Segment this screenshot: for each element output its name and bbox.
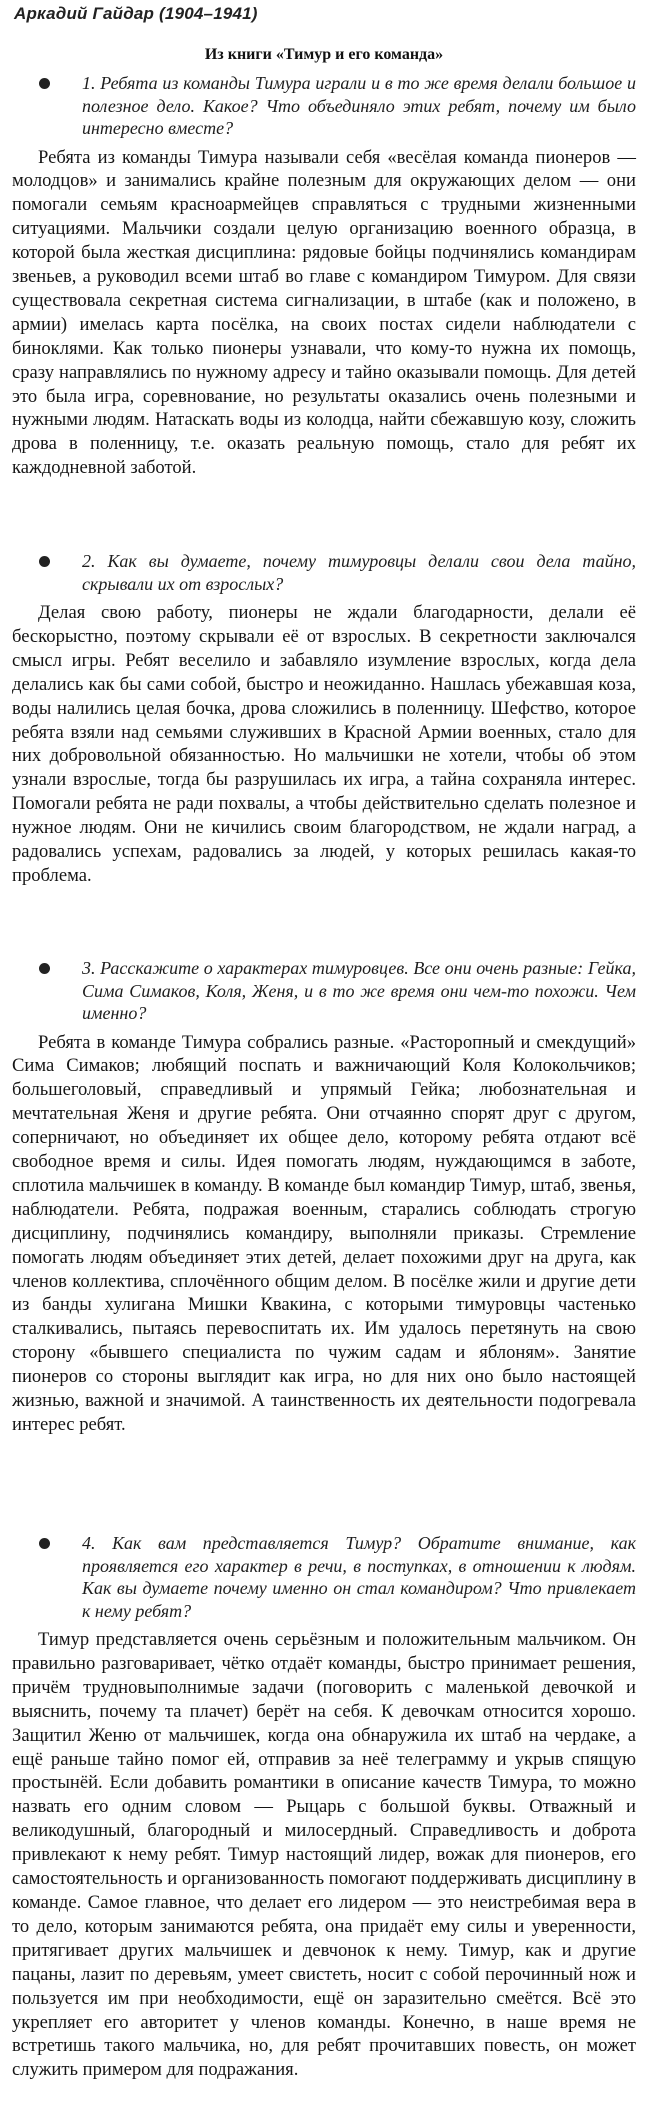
qa-block-2 bbox=[0, 550, 648, 888]
answer-1: Ребята из команды Тимура называли себя «весёлая команда пионеров — молодцов» и занимались крайне полезным для окружающих делом — они помогали семьям красноармейцев справляться с трудными жизненными ситуациями. Мальчики создали целую организацию военного образца, в которой была жесткая дисциплина: рядовые бойцы подчинялись командирам звеньев, а руководил всеми штаб во главе с командиром Тимуром. Для связи существовала секретная система сигнализации, в штабе (как и положено, в армии) имелась карта посёлка, на своих постах сидели наблюдатели с биноклями. Как только пионеры узнавали, что кому-то нужна их помощь, сразу направлялись по нужному адресу и тайно оказывали помощь. Для детей это была игра, соревнование, но результаты оказались очень полезными и нужными людям. Натаскать воды из колодца, найти сбежавшую козу, сложить дрова в поленницу, т.е. оказать реальную помощь, стало для ребят их каждодневной заботой. bbox=[12, 146, 636, 479]
qa-block-1 bbox=[0, 72, 648, 480]
qa-block-3 bbox=[0, 957, 648, 1437]
question-text: 3. Расскажите о характерах тимуровцев. Все они очень разные: Гейка, Сима Симаков, Коля, Женя, и в то же время они чем-то похожи. Чем именно? bbox=[82, 958, 636, 1023]
bullet-icon bbox=[39, 963, 50, 974]
bullet-icon bbox=[39, 78, 50, 89]
bullet-icon bbox=[39, 556, 50, 567]
answer-2: Делая свою работу, пионеры не ждали благодарности, делали её бескорыстно, поэтому скрывали её от взрослых. В секретности заключался смысл игры. Ребят веселило и забавляло изумление взрослых, когда дела делались как бы сами собой, быстро и неожиданно. Нашлась убежавшая коза, воды налились целая бочка, дрова сложились в поленницу. Шефство, которое ребята взяли над семьями служивших в Красной Армии военных, стало для них добровольной обязанностью. Но мальчишки не хотели, чтобы об этом узнали взрослые, тогда бы разрушилась их игра, а тайна сохраняла интерес. Помогали ребята не ради похвалы, а чтобы действительно сделать полезное и нужное людям. Они не кичились своим благородством, не ждали наград, а радовались успехам, радовались за людей, у которых решилась какая-то проблема. bbox=[12, 602, 636, 886]
answer-3: Ребята в команде Тимура собрались разные. «Расторопный и смекдущий» Сима Симаков; любящий поспать и важничающий Коля Колокольчиков; большеголовый, справедливый и упрямый Гейка; любознательная и мечтательная Женя и другие ребята. Они отчаянно спорят друг с другом, соперничают, но объединяет их общее дело, которому ребята отдают всё свободное время и силы. Идея помогать людям, нуждающимся в заботе, сплотила мальчишек в команду. В команде был командир Тимур, штаб, звенья, наблюдатели. Ребята, подражая военным, старались соблюдать строгую дисциплину, подчинялись командиру, выполняли приказы. Стремление помогать людям объединяет этих детей, делает похожими друг на друга, как членов коллектива, сплочённого общим делом. В посёлке жили и другие дети из банды хулигана Мишки Квакина, с которыми тимуровцы частенько сталкивались, пытаясь перевоспитать их. Им удалось перетянуть на свою сторону «бывшего специалиста по чужим садам и яблоням». Занятие пионеров со стороны выглядит как игра, но для них оно было настоящей жизнью, важной и значимой. А таинственность их деятельности подогревала интерес ребят. bbox=[12, 1031, 636, 1435]
bullet-icon bbox=[39, 1538, 50, 1549]
question-text: 4. Как вам представляется Тимур? Обратите внимание, как проявляется его характер в речи, в поступках, в отношении к людям. Как вы думаете почему именно он стал командиром? Что привлекает к нему ребят? bbox=[82, 1533, 636, 1621]
question-4 bbox=[48, 1532, 636, 1622]
answer-4: Тимур представляется очень серьёзным и положительным мальчиком. Он правильно разговаривает, чётко отдаёт команды, быстро принимает решения, причём трудновыполнимые задачи (поговорить с маленькой девочкой и выяснить, почему та плачет) берёт на себя. К девочкам относится хорошо. Защитил Женю от мальчишек, когда она обнаружила их штаб на чердаке, а ещё раньше тайно помог ей, отправив за неё телеграмму и укрыв спящую простынёй. Если добавить романтики в описание качеств Тимура, то можно назвать его одним словом — Рыцарь с большой буквы. Отважный и великодушный, благородный и милосердный. Справедливость и доброта привлекают к нему ребят. Тимур настоящий лидер, вожак для пионеров, его самостоятельность и организованность помогают поддерживать дисциплину в команде. Самое главное, что делает его лидером — это неистребимая вера в то дело, которым занимаются ребята, она придаёт ему силы и уверенности, притягивает других мальчишек и девчонок к нему. Тимур, как и другие пацаны, лазит по деревьям, умеет свистеть, носит с собой перочинный нож и пользуется им при необходимости, ещё он заразительно смеётся. Всё это укрепляет его авторитет у членов команды. Конечно, в наше время не встретишь такого мальчика, но, для ребят прочитавших повесть, он может служить примером для подражания. bbox=[12, 1629, 636, 2081]
section-title: Из книги «Тимур и его команда» bbox=[204, 46, 444, 63]
question-text: 1. Ребята из команды Тимура играли и в то же время делали большое и полезное дело. Какое? Что объединяло этих ребят, почему им было интересно вместе? bbox=[82, 73, 636, 138]
qa-block-4 bbox=[0, 1532, 648, 2082]
author-running-head: Аркадий Гайдар (1904–1941) bbox=[14, 4, 258, 23]
question-3 bbox=[48, 957, 636, 1025]
question-1 bbox=[48, 72, 636, 140]
question-2 bbox=[48, 550, 636, 595]
question-text: 2. Как вы думаете, почему тимуровцы делали свои дела тайно, скрывали их от взрослых? bbox=[82, 551, 636, 594]
